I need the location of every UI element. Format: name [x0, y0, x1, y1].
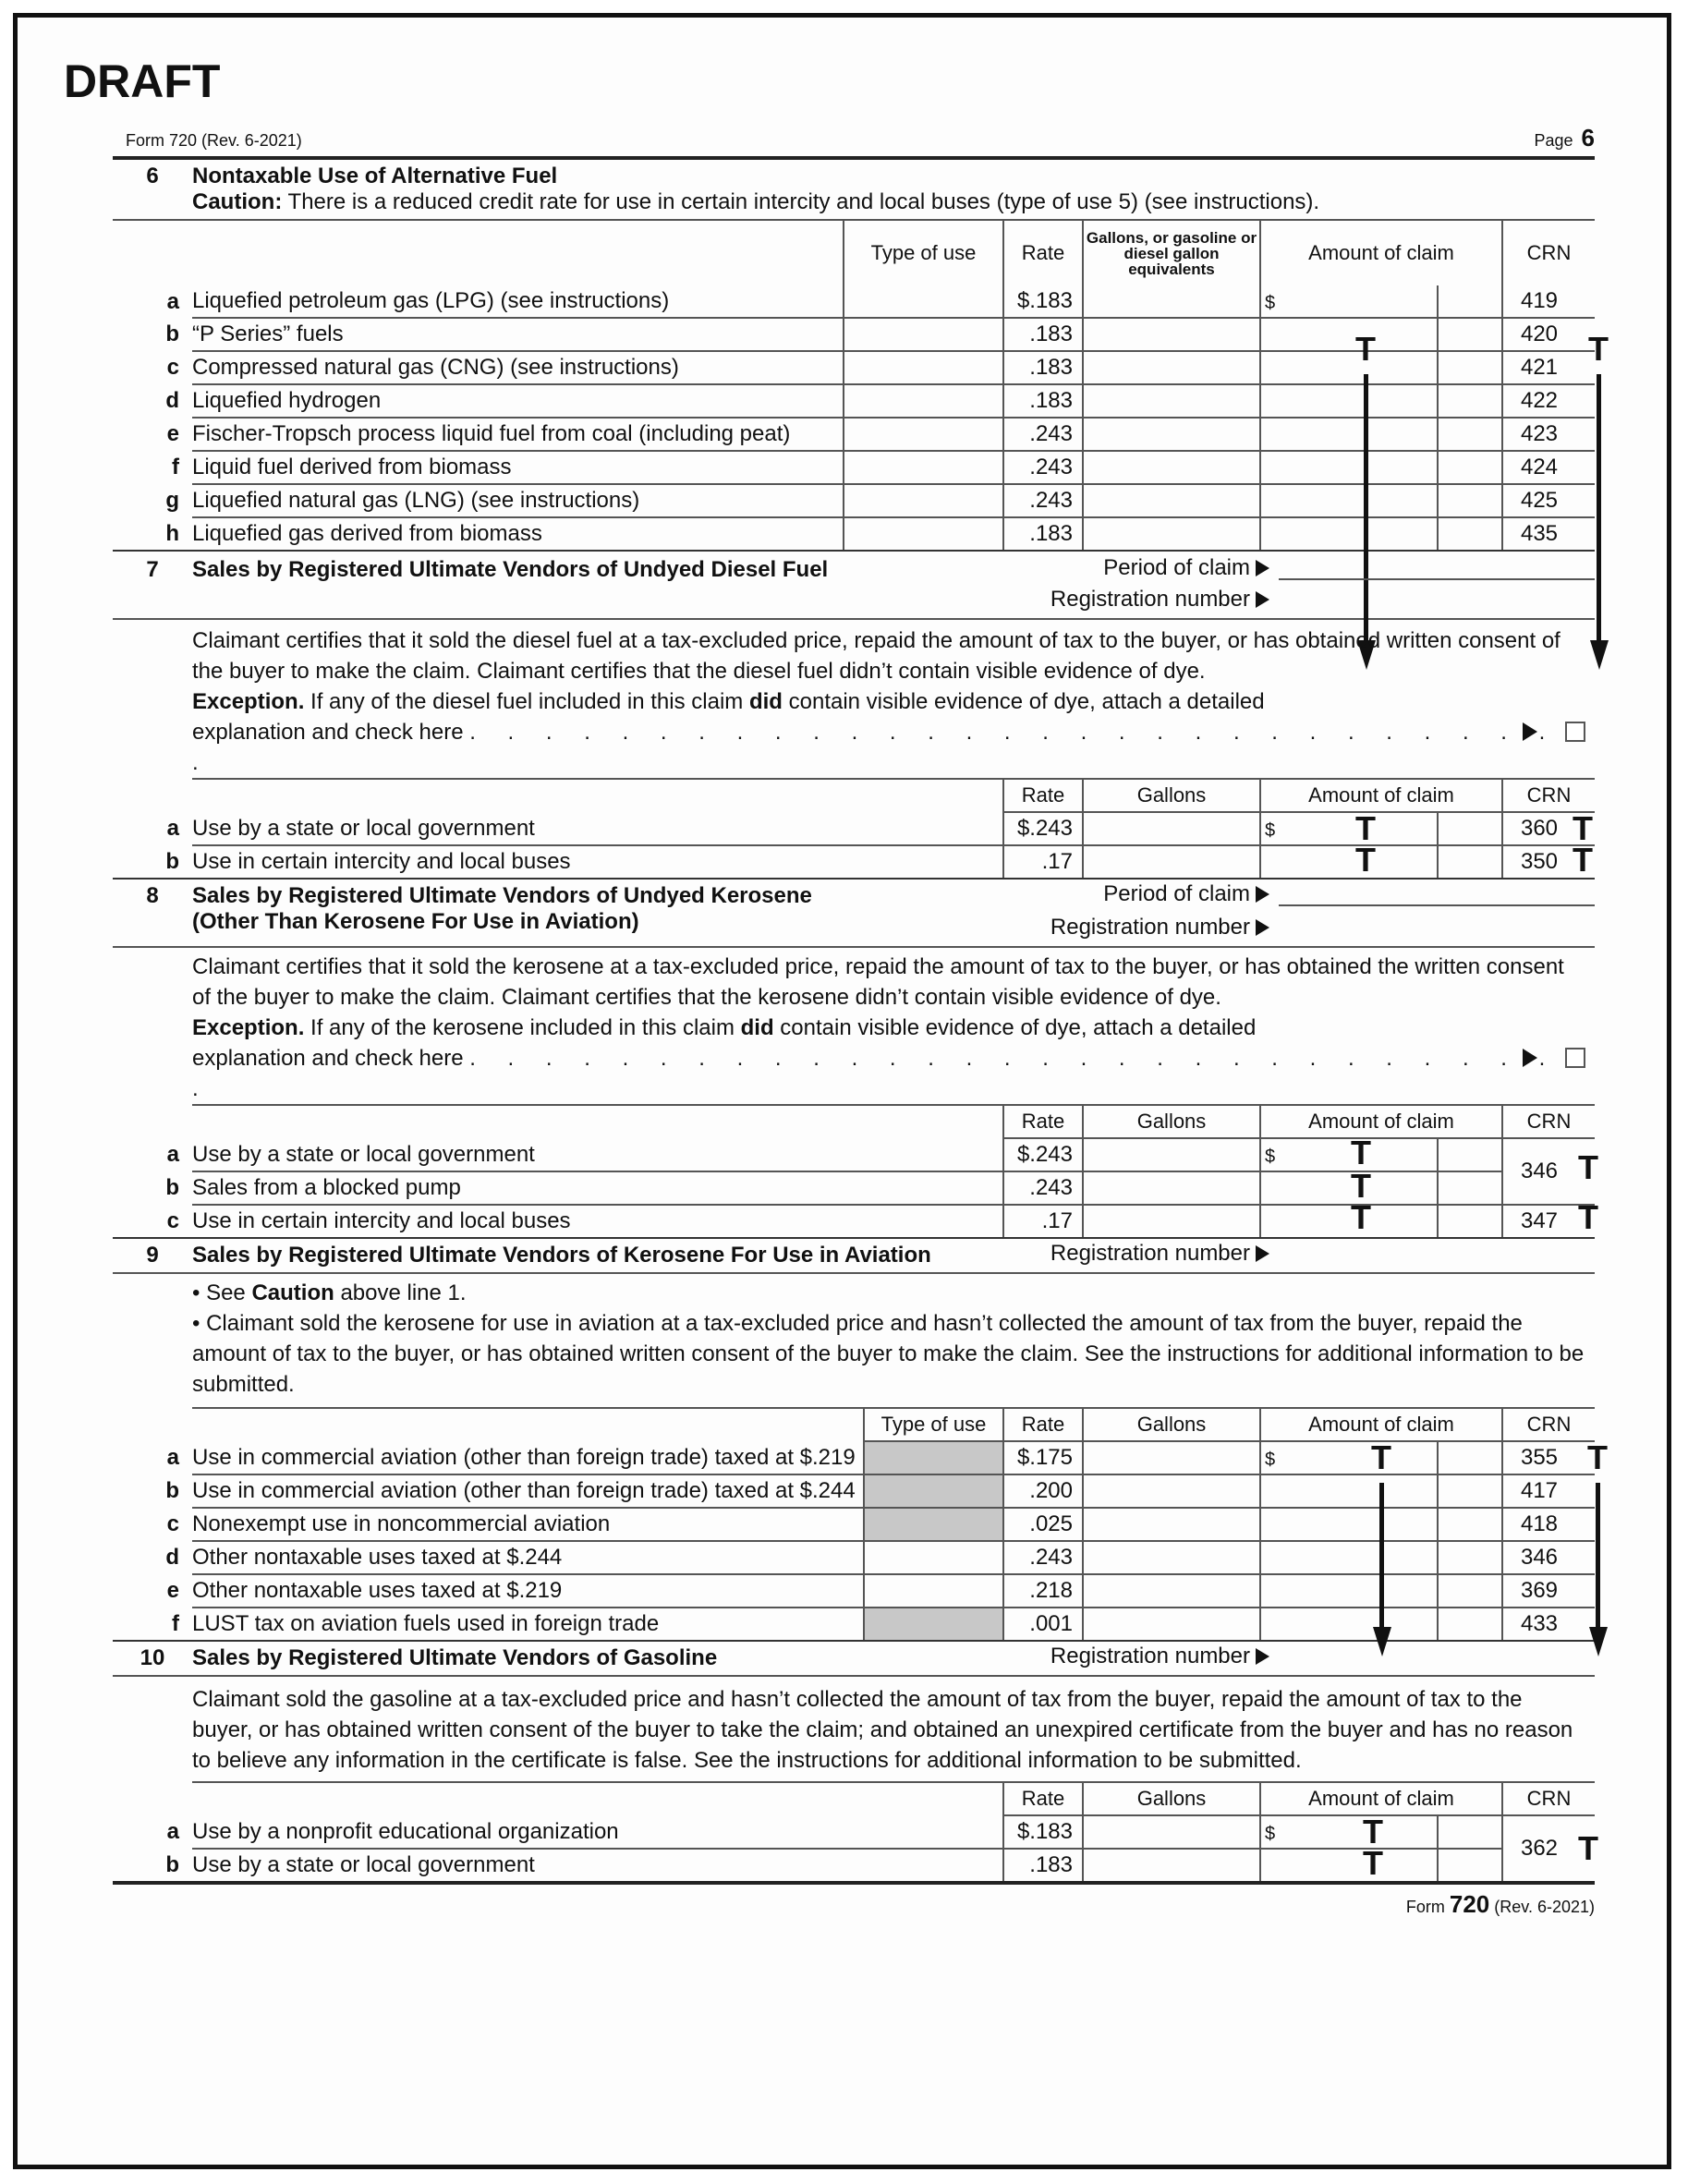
down-arrow-icon — [1379, 1483, 1384, 1640]
rate-value: .218 — [1003, 1574, 1083, 1608]
row-letter: g — [165, 488, 179, 513]
amount-input[interactable] — [1260, 384, 1438, 418]
amount-input[interactable] — [1260, 517, 1438, 551]
section-title: Sales by Registered Ultimate Vendors of Undyed Diesel Fuel — [192, 557, 829, 582]
crn-value: 418 — [1502, 1508, 1595, 1541]
col-gallons: Gallons — [1083, 1106, 1260, 1138]
col-gallons: Gallons — [1083, 780, 1260, 812]
col-crn: CRN — [1502, 1409, 1595, 1441]
arrow-right-icon — [1256, 919, 1269, 936]
arrow-right-icon — [1256, 886, 1269, 903]
type-of-use-shaded — [864, 1474, 1003, 1508]
amount-cents-input[interactable] — [1438, 351, 1502, 384]
row-description: Use in certain intercity and local buses — [192, 845, 1003, 879]
amount-cents-input[interactable] — [1438, 1138, 1502, 1171]
section-number: 10 — [140, 1645, 165, 1670]
type-of-use-shaded — [864, 1508, 1003, 1541]
crn-value: 421 — [1502, 351, 1595, 384]
t-marker-icon: T — [1355, 841, 1376, 879]
amount-cents-input[interactable] — [1438, 1171, 1502, 1205]
crn-value: 433 — [1502, 1608, 1595, 1641]
section-9-table-wrap — [113, 1409, 1608, 1642]
row-description: Use by a state or local government — [192, 1138, 1003, 1171]
rate-value: .200 — [1003, 1474, 1083, 1508]
crn-value: 420 — [1502, 318, 1595, 351]
crn-value: 425 — [1502, 484, 1595, 517]
section-title: Nontaxable Use of Alternative Fuel — [192, 164, 558, 188]
row-description: Liquefied hydrogen — [192, 384, 844, 418]
arrow-right-icon — [1523, 722, 1537, 741]
registration-number-field — [1050, 1644, 1595, 1669]
amount-cents-input[interactable] — [1438, 812, 1502, 845]
row-description: Other nontaxable uses taxed at $.219 — [192, 1574, 864, 1608]
row-description: Nonexempt use in noncommercial aviation — [192, 1508, 864, 1541]
col-type-of-use: Type of use — [844, 221, 1003, 285]
col-gallons: Gallons — [1083, 1783, 1260, 1815]
amount-cents-input[interactable] — [1438, 318, 1502, 351]
registration-number-field — [1050, 915, 1595, 940]
rate-value: .243 — [1003, 1541, 1083, 1574]
dollar-sign: $ — [1265, 1824, 1276, 1844]
amount-cents-input[interactable] — [1438, 1205, 1502, 1238]
rate-value: .001 — [1003, 1608, 1083, 1641]
row-description: LUST tax on aviation fuels used in foreign trade — [192, 1608, 864, 1641]
section-7-table-wrap — [113, 780, 1595, 880]
row-letter: c — [113, 1205, 192, 1238]
table-row — [113, 418, 1595, 451]
gallons-input[interactable] — [1083, 451, 1260, 484]
row-letter: a — [166, 1445, 179, 1470]
gallons-input[interactable] — [1083, 318, 1260, 351]
period-of-claim-input[interactable] — [1279, 556, 1595, 580]
table-row — [113, 1474, 1595, 1508]
gallons-input[interactable] — [1083, 1608, 1260, 1641]
rate-value: $.175 — [1003, 1441, 1083, 1474]
t-marker-icon: T — [1573, 841, 1593, 879]
row-description: Compressed natural gas (CNG) (see instructions) — [192, 351, 844, 384]
dollar-sign: $ — [1265, 820, 1276, 841]
rate-value: .243 — [1003, 418, 1083, 451]
amount-input[interactable] — [1260, 1167, 1438, 1205]
section-9-header — [113, 1239, 1595, 1272]
table-row — [113, 484, 1595, 517]
amount-cents-input[interactable] — [1438, 1849, 1502, 1883]
gallons-input[interactable] — [1083, 845, 1260, 879]
row-description: Use by a state or local government — [192, 1849, 1003, 1883]
type-of-use-input[interactable] — [864, 1574, 1003, 1608]
row-letter: f — [113, 1608, 192, 1641]
amount-input[interactable] — [1260, 484, 1438, 517]
type-of-use-input[interactable] — [864, 1541, 1003, 1574]
amount-input[interactable] — [1260, 1574, 1438, 1608]
section-title: Sales by Registered Ultimate Vendors of Undyed Kerosene (Other Than Kerosene For Use in Aviation) — [192, 883, 812, 934]
col-rate: Rate — [1003, 1783, 1083, 1815]
dye-exception-checkbox[interactable] — [1565, 722, 1585, 742]
section-6 — [113, 160, 1609, 552]
row-description: Use by a state or local government — [192, 812, 1003, 845]
t-marker-icon: T — [1578, 1148, 1598, 1186]
rate-value: $.243 — [1003, 1138, 1083, 1171]
row-letter: b — [113, 845, 192, 879]
row-description: Liquefied gas derived from biomass — [192, 517, 844, 551]
gallons-input[interactable] — [1083, 351, 1260, 384]
rate-value: .183 — [1003, 517, 1083, 551]
table-row — [113, 384, 1595, 418]
col-gallons-equivalents: Gallons, or gasoline or diesel gallon equivalents — [1083, 221, 1260, 285]
amount-cents-input[interactable] — [1438, 1608, 1502, 1641]
dollar-sign: $ — [1265, 1147, 1276, 1167]
crn-value: 362 — [1502, 1815, 1595, 1883]
exception-text: Exception. If any of the diesel fuel included in this claim did contain visible evidence of dye, attach a detailed — [192, 689, 1265, 714]
dollar-sign: $ — [1265, 1450, 1276, 1470]
amount-input[interactable] — [1260, 318, 1438, 351]
section-8-certification — [113, 948, 1595, 1104]
row-letter: b — [165, 1478, 179, 1503]
page — [13, 13, 1671, 2169]
t-marker-icon: T — [1578, 1198, 1598, 1236]
col-crn: CRN — [1502, 1783, 1595, 1815]
form-footer: Form 720 (Rev. 6-2021) — [1405, 1890, 1595, 1918]
rate-value: .243 — [1003, 484, 1083, 517]
row-letter: e — [166, 421, 179, 446]
amount-input[interactable] — [1260, 351, 1438, 384]
row-description: Liquid fuel derived from biomass — [192, 451, 844, 484]
crn-value: 422 — [1502, 384, 1595, 418]
type-of-use-input[interactable] — [844, 451, 1003, 484]
form-number: 720 — [1449, 1890, 1490, 1918]
type-of-use-shaded — [864, 1608, 1003, 1641]
amount-input[interactable] — [1260, 1844, 1438, 1883]
gallons-input[interactable] — [1083, 1815, 1260, 1849]
caution-label: Caution: — [192, 189, 283, 214]
registration-number-label: Registration number — [1050, 587, 1250, 612]
row-description: Use in commercial aviation (other than foreign trade) taxed at $.219 — [192, 1441, 864, 1474]
col-gallons: Gallons — [1083, 1409, 1260, 1441]
dye-exception-checkbox[interactable] — [1565, 1048, 1585, 1068]
registration-number-label: Registration number — [1050, 915, 1250, 940]
col-rate: Rate — [1003, 221, 1083, 285]
t-marker-icon: T — [1588, 330, 1609, 368]
amount-input[interactable] — [1260, 841, 1438, 879]
table-row — [113, 285, 1595, 318]
down-arrow-icon — [1597, 374, 1601, 651]
section-title: Sales by Registered Ultimate Vendors of Gasoline — [192, 1645, 718, 1670]
col-amount-of-claim: Amount of claim — [1260, 780, 1502, 812]
rate-value: .183 — [1003, 1849, 1083, 1883]
certification-text: Claimant certifies that it sold the kerosene at a tax-excluded price, repaid the amount of tax to the buyer, or has obtained the written consent of the buyer to make the claim. Claimant certifies that the kerosene didn’t contain visible evidence of dye. — [192, 954, 1564, 1010]
type-of-use-input[interactable] — [844, 384, 1003, 418]
table-row — [113, 451, 1595, 484]
row-description: Liquefied natural gas (LNG) (see instructions) — [192, 484, 844, 517]
amount-input[interactable] — [1260, 1608, 1438, 1641]
amount-cents-input[interactable] — [1438, 1574, 1502, 1608]
type-of-use-input[interactable] — [844, 418, 1003, 451]
arrow-right-icon — [1256, 1648, 1269, 1665]
table-row — [113, 1138, 1595, 1171]
arrow-right-icon — [1256, 560, 1269, 576]
row-letter: b — [165, 322, 179, 346]
gallons-input[interactable] — [1083, 1508, 1260, 1541]
crn-value: 350 — [1502, 845, 1595, 879]
amount-cents-input[interactable] — [1438, 1474, 1502, 1508]
amount-cents-input[interactable] — [1438, 1441, 1502, 1474]
table-row — [113, 1574, 1595, 1608]
registration-number-label: Registration number — [1050, 1241, 1250, 1266]
amount-input[interactable] — [1260, 418, 1438, 451]
check-here-line: explanation and check here . . . . . . . . . . . . . . . . . . . . . . . . . . . . . . — [192, 717, 1585, 778]
col-crn: CRN — [1502, 780, 1595, 812]
section-number: 7 — [146, 557, 159, 582]
t-marker-icon: T — [1351, 1198, 1371, 1236]
certification-text: Claimant sold the gasoline at a tax-excluded price and hasn’t collected the amount of tax from the buyer, repaid the amount of tax to the buyer, or has obtained written consent of the buyer to take the claim; and obtained an unexpired certificate from the buyer and has no reason to believe any information in the certificate is false. See the instructions for additional information to be submitted. — [192, 1687, 1573, 1773]
gallons-input[interactable] — [1083, 418, 1260, 451]
certification-text: Claimant certifies that it sold the diesel fuel at a tax-excluded price, repaid the amount of tax to the buyer, or has obtained written consent of the buyer to make the claim. Claimant certifies that the diesel fuel didn’t contain visible evidence of dye. — [192, 628, 1560, 684]
row-letter: d — [165, 388, 179, 413]
table-row — [113, 1205, 1595, 1238]
rate-value: .025 — [1003, 1508, 1083, 1541]
crn-value: 369 — [1502, 1574, 1595, 1608]
row-description: Fischer-Tropsch process liquid fuel from coal (including peat) — [192, 418, 844, 451]
crn-value: 346 — [1502, 1138, 1595, 1205]
row-letter: b — [113, 1849, 192, 1883]
table-row — [113, 517, 1595, 551]
section-6-table — [113, 221, 1595, 552]
row-letter: e — [166, 1578, 179, 1603]
t-marker-icon: T — [1573, 809, 1593, 847]
gallons-input[interactable] — [1083, 1171, 1260, 1205]
t-marker-icon: T — [1355, 809, 1376, 847]
section-number: 6 — [146, 164, 159, 188]
amount-input[interactable] — [1260, 1541, 1438, 1574]
arrow-right-icon — [1523, 1049, 1537, 1067]
section-number: 8 — [146, 883, 159, 908]
row-description: Use in certain intercity and local buses — [192, 1205, 1003, 1238]
page-number: 6 — [1581, 124, 1595, 152]
amount-input[interactable] — [1260, 1474, 1438, 1508]
type-of-use-input[interactable] — [844, 285, 1003, 318]
row-letter: a — [166, 288, 179, 314]
claimant-note: • Claimant sold the kerosene for use in aviation at a tax-excluded price and hasn’t collected the amount of tax from the buyer, repaid the amount of tax to the buyer, or has obtained written consent of the buyer to make the claim. See the instructions for additional information to be submitted. — [192, 1311, 1585, 1397]
section-10-table-wrap — [113, 1783, 1598, 1885]
row-description: “P Series” fuels — [192, 318, 844, 351]
section-7-header — [113, 552, 1595, 618]
col-crn: CRN — [1502, 221, 1595, 285]
crn-value: 355 — [1502, 1441, 1595, 1474]
type-of-use-shaded — [864, 1441, 1003, 1474]
period-of-claim-field — [1103, 881, 1595, 907]
amount-cents-input[interactable] — [1438, 285, 1502, 318]
col-rate: Rate — [1003, 1409, 1083, 1441]
t-marker-icon: T — [1578, 1829, 1598, 1867]
amount-input[interactable] — [1260, 1134, 1438, 1171]
t-marker-icon: T — [1351, 1134, 1371, 1171]
rate-value: $.243 — [1003, 812, 1083, 845]
gallons-input[interactable] — [1083, 384, 1260, 418]
registration-number-label: Registration number — [1050, 1644, 1250, 1668]
amount-input[interactable] — [1260, 451, 1438, 484]
section-6-caution — [113, 189, 1595, 221]
t-marker-icon: T — [1355, 330, 1376, 368]
rate-value: .183 — [1003, 351, 1083, 384]
t-marker-icon: T — [1363, 1844, 1383, 1882]
arrow-right-icon — [1256, 1245, 1269, 1262]
rate-value: .17 — [1003, 845, 1083, 879]
down-arrow-icon — [1596, 1483, 1600, 1640]
amount-cents-input[interactable] — [1438, 517, 1502, 551]
rate-value: .17 — [1003, 1205, 1083, 1238]
t-marker-icon: T — [1587, 1438, 1608, 1476]
amount-cents-input[interactable] — [1438, 845, 1502, 879]
exception-text: Exception. If any of the kerosene included in this claim did contain visible evidence of dye, attach a detailed — [192, 1015, 1257, 1040]
gallons-input[interactable] — [1083, 1541, 1260, 1574]
gallons-input[interactable] — [1083, 1474, 1260, 1508]
period-of-claim-input[interactable] — [1279, 882, 1595, 906]
section-8-table-wrap — [113, 1106, 1598, 1239]
form-label: Form 720 (Rev. 6-2021) — [126, 131, 302, 150]
crn-value: 423 — [1502, 418, 1595, 451]
dollar-sign: $ — [1265, 293, 1276, 313]
crn-value: 419 — [1502, 285, 1595, 318]
section-8-header — [113, 880, 1595, 946]
rate-value: $.183 — [1003, 1815, 1083, 1849]
rate-value: $.183 — [1003, 285, 1083, 318]
amount-input[interactable] — [1260, 1438, 1438, 1476]
caution-text: There is a reduced credit rate for use in certain intercity and local buses (type of use 5) (see instructions). — [282, 189, 1320, 214]
gallons-input[interactable] — [1083, 517, 1260, 551]
amount-input[interactable] — [1260, 809, 1438, 847]
amount-input[interactable] — [1260, 1198, 1438, 1238]
row-letter: h — [113, 517, 192, 551]
rate-value: .183 — [1003, 318, 1083, 351]
rate-value: .243 — [1003, 451, 1083, 484]
col-rate: Rate — [1003, 1106, 1083, 1138]
col-rate: Rate — [1003, 780, 1083, 812]
section-number: 9 — [146, 1243, 159, 1268]
amount-cents-input[interactable] — [1438, 1541, 1502, 1574]
gallons-input[interactable] — [1083, 484, 1260, 517]
amount-cents-input[interactable] — [1438, 1815, 1502, 1849]
caution-note: • See Caution above line 1. — [192, 1280, 467, 1305]
type-of-use-input[interactable] — [844, 484, 1003, 517]
amount-input[interactable] — [1260, 1815, 1438, 1849]
col-crn: CRN — [1502, 1106, 1595, 1138]
section-8-table — [113, 1106, 1595, 1239]
type-of-use-input[interactable] — [844, 351, 1003, 384]
page-indicator — [1534, 124, 1595, 152]
section-title: Sales by Registered Ultimate Vendors of Kerosene For Use in Aviation — [192, 1243, 931, 1268]
amount-input[interactable] — [1260, 1508, 1438, 1541]
gallons-input[interactable] — [1083, 1205, 1260, 1238]
t-marker-icon: T — [1371, 1438, 1391, 1476]
section-7-certification — [113, 620, 1595, 778]
crn-value: 346 — [1502, 1541, 1595, 1574]
amount-cents-input[interactable] — [1438, 384, 1502, 418]
gallons-input[interactable] — [1083, 1574, 1260, 1608]
page-label: Page — [1534, 131, 1573, 150]
row-description: Sales from a blocked pump — [192, 1171, 1003, 1205]
table-row — [113, 1541, 1595, 1574]
section-10-header — [113, 1642, 1595, 1675]
draft-watermark: DRAFT — [64, 55, 221, 107]
row-description: Use in commercial aviation (other than foreign trade) taxed at $.244 — [192, 1474, 864, 1508]
row-description: Liquefied petroleum gas (LPG) (see instructions) — [192, 285, 844, 318]
row-letter: b — [165, 1175, 179, 1200]
type-of-use-input[interactable] — [844, 517, 1003, 551]
amount-input[interactable] — [1260, 285, 1438, 318]
check-here-line: explanation and check here . . . . . . . . . . . . . . . . . . . . . . . . . . . . . . — [192, 1043, 1585, 1104]
arrow-right-icon — [1256, 591, 1269, 608]
crn-value: 424 — [1502, 451, 1595, 484]
crn-value: 435 — [1502, 517, 1595, 551]
table-row — [113, 1171, 1595, 1205]
t-marker-icon: T — [1351, 1167, 1371, 1205]
registration-number-field — [1050, 1241, 1595, 1267]
row-letter: c — [166, 1511, 179, 1536]
gallons-input[interactable] — [1083, 1849, 1260, 1883]
row-description: Other nontaxable uses taxed at $.244 — [192, 1541, 864, 1574]
registration-number-field — [1050, 587, 1595, 613]
row-letter: a — [166, 1142, 179, 1167]
row-letter: c — [166, 355, 179, 380]
row-letter: d — [165, 1545, 179, 1570]
col-amount-of-claim: Amount of claim — [1260, 1783, 1502, 1815]
gallons-input[interactable] — [1083, 1441, 1260, 1474]
row-letter: a — [166, 1819, 179, 1844]
amount-cents-input[interactable] — [1438, 418, 1502, 451]
type-of-use-input[interactable] — [844, 318, 1003, 351]
rate-value: .243 — [1003, 1171, 1083, 1205]
table-row — [113, 1508, 1595, 1541]
t-marker-icon: T — [1363, 1813, 1383, 1850]
gallons-input[interactable] — [1083, 285, 1260, 318]
crn-value: 347 — [1502, 1205, 1595, 1238]
row-letter: f — [172, 455, 179, 479]
section-9-notes — [113, 1274, 1595, 1407]
crn-value: 360 — [1502, 812, 1595, 845]
period-of-claim-label: Period of claim — [1103, 555, 1250, 580]
col-type-of-use: Type of use — [864, 1409, 1003, 1441]
form-header — [113, 119, 1595, 160]
crn-value: 417 — [1502, 1474, 1595, 1508]
amount-cents-input[interactable] — [1438, 451, 1502, 484]
section-10-certification — [113, 1677, 1595, 1781]
row-letter: a — [166, 816, 179, 841]
col-amount-of-claim: Amount of claim — [1260, 1106, 1502, 1138]
col-amount-of-claim: Amount of claim — [1260, 1409, 1502, 1441]
rate-value: .183 — [1003, 384, 1083, 418]
row-description: Use by a nonprofit educational organization — [192, 1815, 1003, 1849]
col-amount-of-claim: Amount of claim — [1260, 221, 1502, 285]
amount-cents-input[interactable] — [1438, 1508, 1502, 1541]
gallons-input[interactable] — [1083, 1138, 1260, 1171]
period-of-claim-label: Period of claim — [1103, 881, 1250, 906]
section-6-title-row — [113, 160, 1595, 189]
period-of-claim-field — [1103, 555, 1595, 581]
amount-cents-input[interactable] — [1438, 484, 1502, 517]
form-720-page — [113, 119, 1609, 1919]
gallons-input[interactable] — [1083, 812, 1260, 845]
